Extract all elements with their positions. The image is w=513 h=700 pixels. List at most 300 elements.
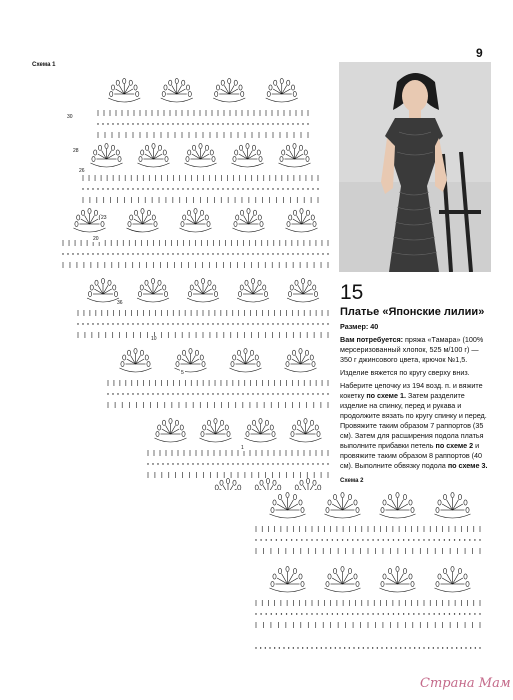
chain-stitch [312,253,313,254]
chain-stitch [272,123,273,124]
chain-stitch [357,613,358,614]
chain-stitch [439,613,440,614]
chain-stitch [291,613,292,614]
chain-stitch [475,647,476,648]
chain-stitch [301,613,302,614]
chain-stitch [362,613,363,614]
chain-stitch [297,123,298,124]
chain-stitch [282,323,283,324]
chain-stitch [408,539,409,540]
chain-stitch [102,253,103,254]
chain-stitch [414,647,415,648]
chain-stitch [267,463,268,464]
lily-motif [138,143,170,167]
chain-stitch [316,647,317,648]
chain-stitch [342,613,343,614]
chain-stitch [297,188,298,189]
chain-stitch [127,188,128,189]
chain-stitch [272,323,273,324]
chain-stitch [242,188,243,189]
chain-stitch [132,393,133,394]
chain-stitch [102,323,103,324]
pattern-title: Платье «Японские лилии» [340,306,485,318]
chain-stitch [301,539,302,540]
chain-stitch [97,123,98,124]
chain-stitch [207,323,208,324]
chain-stitch [282,188,283,189]
chain-stitch [292,323,293,324]
chain-stitch [242,123,243,124]
chain-stitch [177,463,178,464]
chain-stitch [167,123,168,124]
chain-stitch [217,123,218,124]
chain-stitch [167,393,168,394]
chain-stitch [335,647,336,648]
chain-stitch [388,539,389,540]
chain-stitch [132,123,133,124]
chain-stitch [157,393,158,394]
chain-stitch [227,123,228,124]
chain-stitch [227,323,228,324]
instructions-text: Затем разделите изделие на спинку, перед и рукава и продолжите вязать по кругу спинку и перед. Провяжите таким образом 7 раппортов (35 см). Затем для расширения подола платья выполните прибавки петель [340,391,487,450]
chain-stitch [97,188,98,189]
chain-stitch [147,188,148,189]
chain-stitch [172,393,173,394]
row-number: 10 [151,336,157,342]
chain-stitch [383,613,384,614]
chain-stitch [347,539,348,540]
lily-motif [270,492,306,518]
chain-stitch [312,188,313,189]
lily-motif [180,208,212,232]
chain-stitch [257,188,258,189]
chain-stitch [330,647,331,648]
chain-stitch [167,323,168,324]
chain-stitch [302,393,303,394]
chain-stitch [237,323,238,324]
chain-stitch [307,253,308,254]
chain-stitch [237,393,238,394]
watermark-logo: Страна Мам [420,676,511,691]
chain-stitch [192,393,193,394]
chain-stitch [321,613,322,614]
lily-motif [108,78,140,102]
chain-stitch [122,188,123,189]
chain-stitch [142,123,143,124]
chain-stitch [182,323,183,324]
chain-stitch [227,463,228,464]
instructions-paragraph [340,381,492,471]
chain-stitch [307,188,308,189]
chain-stitch [464,613,465,614]
chain-stitch [157,323,158,324]
chain-stitch [167,463,168,464]
lily-motif [279,143,311,167]
chain-stitch [292,188,293,189]
chain-stitch [393,613,394,614]
chain-stitch [102,188,103,189]
chain-stitch [287,393,288,394]
chain-stitch [222,323,223,324]
chain-stitch [292,393,293,394]
chain-stitch [332,539,333,540]
chain-stitch [283,647,284,648]
chain-stitch [367,647,368,648]
chain-stitch [197,253,198,254]
chain-stitch [257,123,258,124]
chain-stitch [312,393,313,394]
chain-stitch [242,253,243,254]
chain-stitch [267,123,268,124]
chain-stitch [147,323,148,324]
chain-stitch [260,613,261,614]
chain-stitch [454,613,455,614]
chain-stitch [302,123,303,124]
chain-stitch [342,539,343,540]
chain-stitch [428,613,429,614]
crochet-chart-scheme-2 [248,486,488,656]
chain-stitch [377,613,378,614]
chain-stitch [97,323,98,324]
chain-stitch [197,188,198,189]
chain-stitch [352,539,353,540]
chain-stitch [306,539,307,540]
lily-motif [435,492,471,518]
chain-stitch [337,613,338,614]
chain-stitch [311,539,312,540]
chain-stitch [271,613,272,614]
chain-stitch [349,647,350,648]
chain-stitch [172,123,173,124]
chain-stitch [459,613,460,614]
chain-stitch [255,647,256,648]
chain-stitch [117,188,118,189]
chain-stitch [192,323,193,324]
chain-stitch [456,647,457,648]
chain-stitch [117,253,118,254]
lily-motif [155,418,187,442]
chain-stitch [454,539,455,540]
chain-stitch [237,253,238,254]
chain-stitch [409,647,410,648]
chain-stitch [307,323,308,324]
chain-stitch [127,323,128,324]
chain-stitch [262,323,263,324]
chain-stitch [167,188,168,189]
chain-stitch [212,463,213,464]
chain-stitch [321,539,322,540]
chain-stitch [107,393,108,394]
chain-stitch [177,323,178,324]
chain-stitch [363,647,364,648]
lily-motif [290,418,322,442]
chain-stitch [77,253,78,254]
chain-stitch [292,253,293,254]
chain-stitch [137,393,138,394]
chain-stitch [469,613,470,614]
chain-stitch [337,539,338,540]
chain-stitch [479,613,480,614]
chain-stitch [137,253,138,254]
chain-stitch [247,123,248,124]
intro-text: Изделие вяжется по кругу сверху вниз. [340,368,470,377]
chain-stitch [172,463,173,464]
chain-stitch [212,188,213,189]
chain-stitch [177,123,178,124]
chain-stitch [72,253,73,254]
chain-stitch [474,539,475,540]
chain-stitch [82,253,83,254]
chain-stitch [182,393,183,394]
chain-stitch [217,463,218,464]
chain-stitch [322,253,323,254]
chain-stitch [112,188,113,189]
chain-stitch [403,613,404,614]
chain-stitch [187,393,188,394]
scheme-2-reference: по схеме 2 [435,441,474,450]
chain-stitch [461,647,462,648]
chain-stitch [202,253,203,254]
chain-stitch [287,123,288,124]
chain-stitch [262,463,263,464]
lily-motif [266,78,298,102]
chain-stitch [212,393,213,394]
chain-stitch [162,323,163,324]
chain-stitch [297,393,298,394]
chain-stitch [339,647,340,648]
lily-motif [325,566,361,592]
lily-motif [185,143,217,167]
chain-stitch [413,613,414,614]
lily-motif [161,78,193,102]
chain-stitch [137,323,138,324]
chain-stitch [418,539,419,540]
chain-stitch [177,188,178,189]
chain-stitch [172,323,173,324]
chain-stitch [276,613,277,614]
chain-stitch [252,393,253,394]
chain-stitch [237,123,238,124]
chain-stitch [62,253,63,254]
chain-stitch [265,539,266,540]
chain-stitch [302,188,303,189]
chain-stitch [423,647,424,648]
chain-stitch [107,323,108,324]
chain-stitch [357,539,358,540]
chain-stitch [372,539,373,540]
lily-motif [286,208,318,232]
chain-stitch [257,393,258,394]
row-number: 5 [181,370,184,376]
chain-stitch [306,613,307,614]
chain-stitch [317,253,318,254]
chain-stitch [449,613,450,614]
lily-motif [91,143,123,167]
chain-stitch [172,253,173,254]
chain-stitch [182,463,183,464]
chain-stitch [122,253,123,254]
chain-stitch [287,463,288,464]
chain-stitch [212,253,213,254]
chain-stitch [92,188,93,189]
chain-stitch [302,647,303,648]
chain-stitch [267,393,268,394]
chain-stitch [227,253,228,254]
crochet-chart-scheme-1 [28,50,334,490]
scheme-1-label: Схема 1 [32,62,56,68]
chain-stitch [332,613,333,614]
chain-stitch [322,393,323,394]
chain-stitch [353,647,354,648]
chain-stitch [192,253,193,254]
chain-stitch [296,539,297,540]
chain-stitch [444,613,445,614]
chain-stitch [177,393,178,394]
chain-stitch [312,323,313,324]
chain-stitch [265,647,266,648]
chain-stitch [197,323,198,324]
chain-stitch [282,463,283,464]
chain-stitch [255,613,256,614]
chain-stitch [182,123,183,124]
chain-stitch [132,253,133,254]
chain-stitch [277,463,278,464]
chain-stitch [398,539,399,540]
chain-stitch [237,188,238,189]
chain-stitch [157,253,158,254]
chain-stitch [267,253,268,254]
chain-stitch [197,393,198,394]
chain-stitch [187,123,188,124]
chain-stitch [344,647,345,648]
chain-stitch [92,253,93,254]
chain-stitch [102,123,103,124]
chain-stitch [227,188,228,189]
chain-stitch [257,323,258,324]
chain-stitch [437,647,438,648]
chain-stitch [358,647,359,648]
chain-stitch [322,323,323,324]
chain-stitch [277,123,278,124]
chain-stitch [262,188,263,189]
chain-stitch [112,393,113,394]
chain-stitch [297,253,298,254]
chain-stitch [307,393,308,394]
chain-stitch [469,539,470,540]
row-number: 26 [79,168,85,174]
chain-stitch [242,323,243,324]
materials-text: пряжа «Тамара» (100% мерсеризованный хлопок, 525 м/100 г) — 350 г джинсового цвета, крючок №1,5. [340,335,484,364]
chain-stitch [217,253,218,254]
chain-stitch [327,393,328,394]
chain-stitch [152,393,153,394]
chain-stitch [142,393,143,394]
chain-stitch [142,253,143,254]
chain-stitch [247,323,248,324]
materials-line [340,335,492,365]
chain-stitch [296,613,297,614]
chain-stitch [286,613,287,614]
chain-stitch [433,613,434,614]
chain-stitch [97,253,98,254]
chain-stitch [297,463,298,464]
lily-motif [230,348,262,372]
lily-motif [187,278,219,302]
chain-stitch [272,188,273,189]
chain-stitch [212,123,213,124]
chain-stitch [87,188,88,189]
chain-stitch [282,123,283,124]
chain-stitch [272,253,273,254]
chain-stitch [377,539,378,540]
chain-stitch [187,188,188,189]
chain-stitch [479,647,480,648]
chain-stitch [325,647,326,648]
size-label: Размер: [340,322,369,331]
chain-stitch [192,123,193,124]
chain-stitch [391,647,392,648]
chain-stitch [260,539,261,540]
chain-stitch [67,253,68,254]
chain-stitch [279,647,280,648]
chain-stitch [362,539,363,540]
chain-stitch [147,253,148,254]
chain-stitch [232,393,233,394]
chain-stitch [428,539,429,540]
chain-stitch [187,463,188,464]
chain-stitch [398,613,399,614]
chain-stitch [302,463,303,464]
chain-stitch [202,323,203,324]
chain-stitch [352,613,353,614]
chain-stitch [177,253,178,254]
chain-stitch [162,463,163,464]
chain-stitch [262,393,263,394]
chain-stitch [197,463,198,464]
chain-stitch [470,647,471,648]
chain-stitch [127,253,128,254]
lily-motif [175,348,207,372]
chain-stitch [381,647,382,648]
chain-stitch [252,188,253,189]
chain-stitch [307,123,308,124]
chain-stitch [222,463,223,464]
lily-motif [245,418,277,442]
lily-motif [233,208,265,232]
chain-stitch [327,613,328,614]
chain-stitch [117,393,118,394]
chain-stitch [152,463,153,464]
row-number: 30 [67,114,73,120]
chain-stitch [269,647,270,648]
chain-stitch [447,647,448,648]
lily-motif [127,208,159,232]
chain-stitch [207,253,208,254]
chain-stitch [327,253,328,254]
chain-stitch [107,188,108,189]
chain-stitch [260,647,261,648]
chain-stitch [288,647,289,648]
chain-stitch [152,123,153,124]
chain-stitch [162,253,163,254]
size-value: 40 [370,322,379,331]
chain-stitch [222,393,223,394]
chain-stitch [132,323,133,324]
chain-stitch [192,188,193,189]
chain-stitch [212,323,213,324]
instructions-text: Наберите цепочку из 194 возд. п. и вяжите кокетку [340,381,483,400]
chain-stitch [287,253,288,254]
